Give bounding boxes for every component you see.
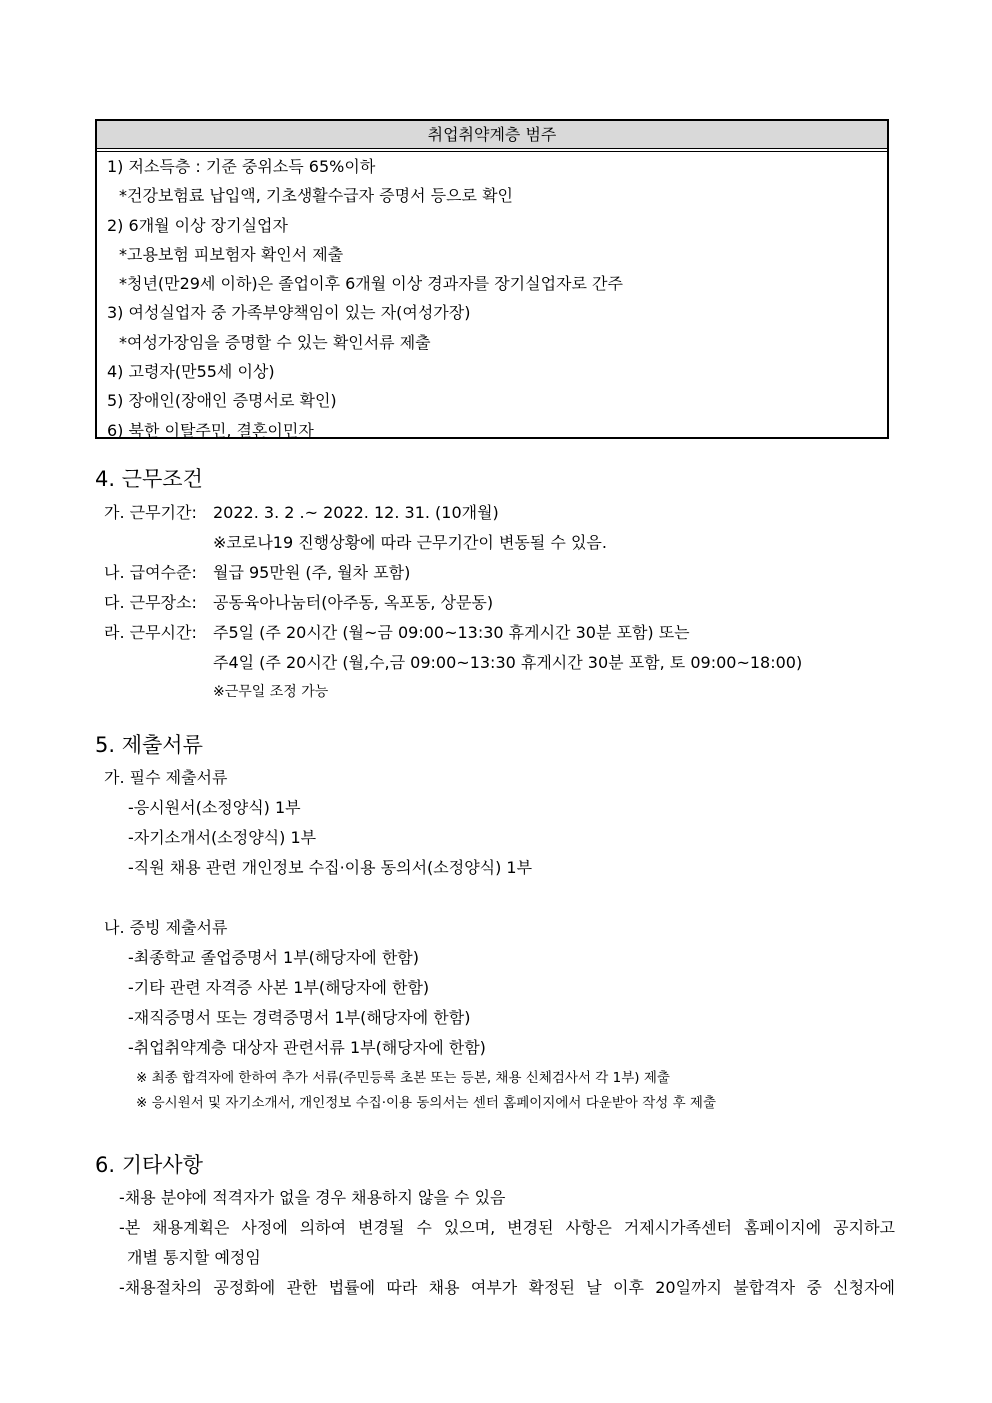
proof-doc-item: -기타 관련 자격증 사본 1부(해당자에 한함) (128, 978, 430, 997)
docs-note: ※ 최종 합격자에 한하여 추가 서류(주민등록 초본 또는 등본, 채용 신체검사서 각 1부) 제출 (136, 1070, 670, 1086)
table-row: 4) 고령자(만55세 이상) (107, 362, 275, 382)
hours-note: ※근무일 조정 가능 (213, 684, 329, 700)
table-row: 3) 여성실업자 중 가족부양책임이 있는 자(여성가장) (107, 303, 471, 323)
pay-value: 월급 95만원 (주, 월차 포함) (213, 563, 411, 582)
table-body (97, 149, 887, 445)
vulnerable-group-table (95, 119, 889, 439)
other-item-continued: 개별 통지할 예정임 (127, 1248, 261, 1267)
table-row: 1) 저소득층 : 기준 중위소득 65%이하 (107, 157, 376, 176)
table-sub-row: *고용보험 피보험자 확인서 제출 (119, 244, 344, 264)
section-6-title: 6. 기타사항 (95, 1153, 203, 1177)
docs-note: ※ 응시원서 및 자기소개서, 개인정보 수집·이용 동의서는 센터 홈페이지에서 다운받아 작성 후 제출 (136, 1095, 716, 1111)
required-doc-item: -응시원서(소정양식) 1부 (128, 798, 301, 817)
section-5-title: 5. 제출서류 (95, 733, 203, 757)
table-sub-row: *여성가장임을 증명할 수 있는 확인서류 제출 (119, 332, 431, 352)
period-label: 가. 근무기간: (104, 503, 197, 522)
period-value: 2022. 3. 2 .~ 2022. 12. 31. (10개월) (213, 503, 499, 522)
required-doc-item: -자기소개서(소정양식) 1부 (128, 828, 317, 847)
section-4-title: 4. 근무조건 (95, 467, 203, 491)
place-label: 다. 근무장소: (104, 593, 197, 612)
required-doc-item: -직원 채용 관련 개인정보 수집·이용 동의서(소정양식) 1부 (128, 858, 533, 877)
required-docs-label: 가. 필수 제출서류 (104, 768, 228, 787)
other-item: -채용절차의 공정화에 관한 법률에 따라 채용 여부가 확정된 날 이후 20일까지 불합격자 중 신청자에 (119, 1278, 895, 1297)
hours-value-1: 주5일 (주 20시간 (월~금 09:00~13:30 휴게시간 30분 포함) 또는 (213, 623, 690, 642)
proof-doc-item: -취업취약계층 대상자 관련서류 1부(해당자에 한함) (128, 1038, 486, 1057)
hours-label: 라. 근무시간: (104, 623, 197, 642)
pay-label: 나. 급여수준: (104, 563, 197, 582)
table-row: 5) 장애인(장애인 증명서로 확인) (107, 391, 337, 411)
hours-value-2: 주4일 (주 20시간 (월,수,금 09:00~13:30 휴게시간 30분 포함, 토 09:00~18:00) (213, 653, 803, 672)
table-row: 6) 북한 이탈주민, 결혼이민자 (107, 420, 314, 440)
place-value: 공동육아나눔터(아주동, 옥포동, 상문동) (213, 593, 494, 612)
proof-doc-item: -최종학교 졸업증명서 1부(해당자에 한함) (128, 948, 419, 967)
table-sub-row: *건강보험료 납입액, 기초생활수급자 증명서 등으로 확인 (119, 186, 514, 206)
other-item: -본 채용계획은 사정에 의하여 변경될 수 있으며, 변경된 사항은 거제시가족센터 홈페이지에 공지하고 (119, 1218, 895, 1237)
proof-doc-item: -재직증명서 또는 경력증명서 1부(해당자에 한함) (128, 1008, 471, 1027)
table-sub-row: *청년(만29세 이하)은 졸업이후 6개월 이상 경과자를 장기실업자로 간주 (119, 274, 623, 294)
period-note: ※코로나19 진행상황에 따라 근무기간이 변동될 수 있음. (213, 533, 607, 552)
table-row: 2) 6개월 이상 장기실업자 (107, 215, 288, 235)
table-header: 취업취약계층 범주 (97, 121, 887, 149)
other-item: -채용 분야에 적격자가 없을 경우 채용하지 않을 수 있음 (119, 1188, 506, 1207)
proof-docs-label: 나. 증빙 제출서류 (104, 918, 228, 937)
